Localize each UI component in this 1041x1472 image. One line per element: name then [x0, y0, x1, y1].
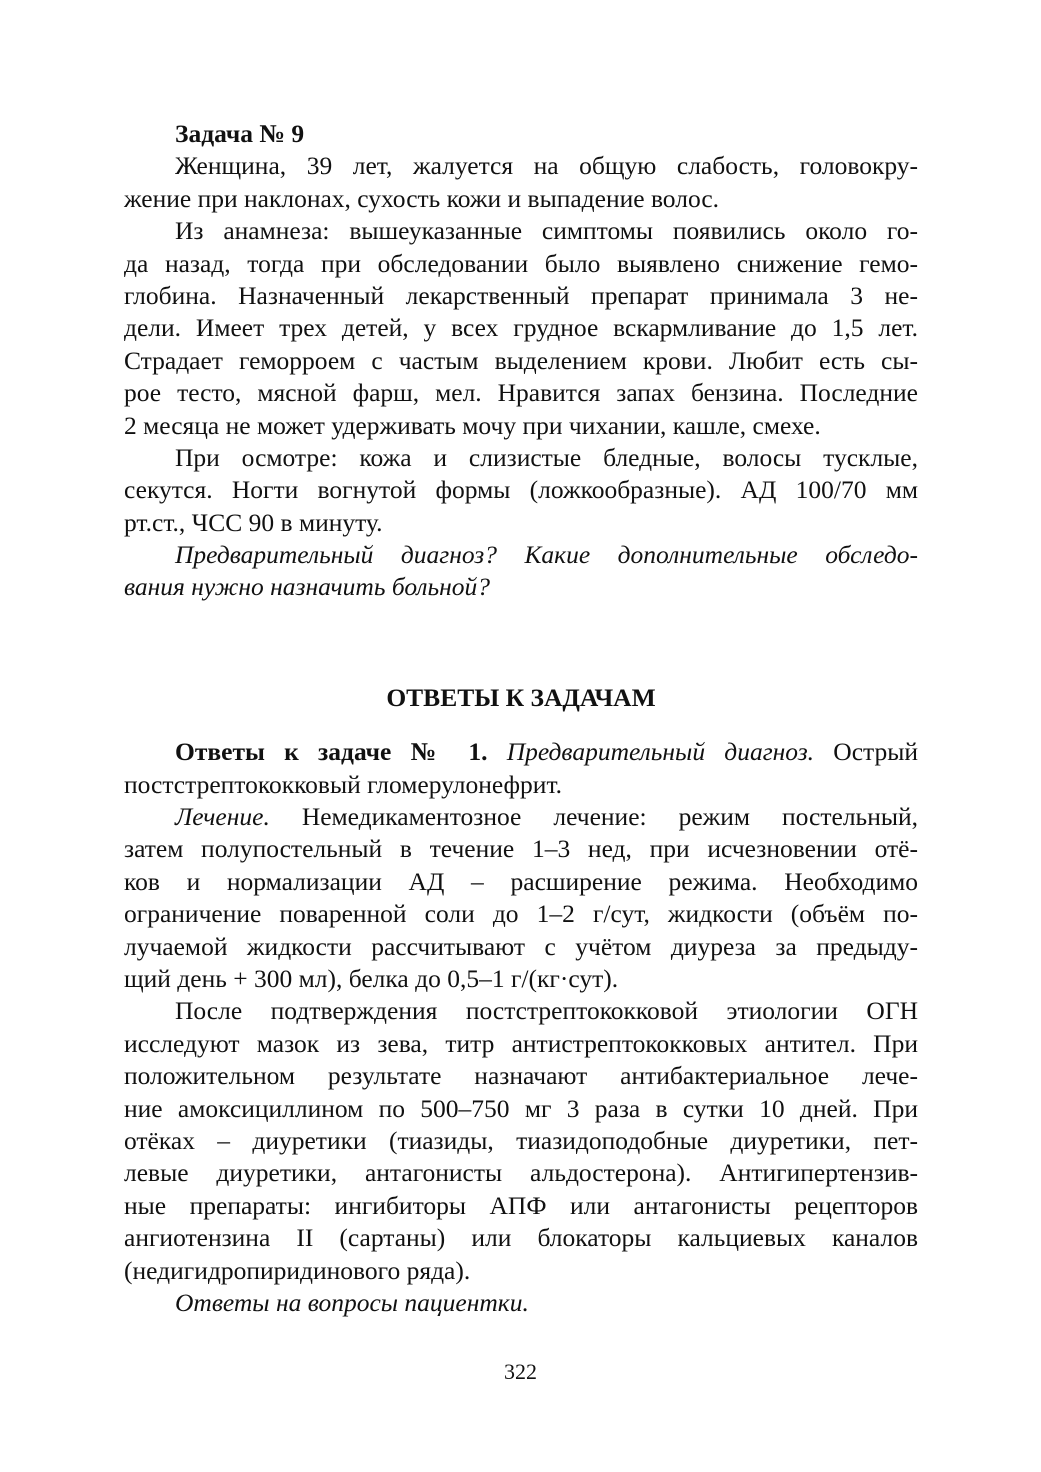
- text-line: затем полупостельный в течение 1–3 нед, при исчезновении отё-: [124, 834, 918, 864]
- text-line: ков и нормализации АД – расширение режима. Необходимо: [124, 866, 918, 896]
- text-line: лучаемой жидкости рассчитывают с учётом диуреза за предыду-: [124, 931, 918, 961]
- text-line: вания нужно назначить больной?: [124, 572, 491, 602]
- page-number: 322: [504, 1359, 537, 1384]
- text-line: да назад, тогда при обследовании было выявлено снижение гемо-: [124, 248, 918, 278]
- text-line: ангиотензина II (сартаны) или блокаторы кальциевых каналов: [124, 1223, 918, 1253]
- text-line: [124, 736, 918, 768]
- text-line: жение при наклонах, сухость кожи и выпадение волос.: [124, 183, 720, 213]
- answer-label: Ответы к задаче № 1.: [175, 737, 488, 767]
- text-line: рт.ст., ЧСС 90 в минуту.: [124, 507, 383, 537]
- text-line: Предварительный диагноз? Какие дополнительные обследо-: [175, 540, 918, 570]
- text-line: глобина. Назначенный лекарственный препарат принимала 3 не-: [124, 280, 918, 310]
- task-title: Задача № 9: [175, 119, 305, 148]
- text-line: постстрептококковый гломерулонефрит.: [124, 769, 563, 799]
- diagnosis-label: Предварительный диагноз.: [506, 737, 815, 767]
- text-line: дели. Имеет трех детей, у всех грудное вскармливание до 1,5 лет.: [124, 313, 918, 343]
- text-line: ние амоксициллином по 500–750 мг 3 раза в сутки 10 дней. При: [124, 1093, 918, 1123]
- text-line: Женщина, 39 лет, жалуется на общую слабость, головокру-: [175, 151, 918, 181]
- task-question-paragraph: [124, 539, 918, 604]
- text-line: [124, 801, 918, 833]
- text-line: щий день + 300 мл), белка до 0,5–1 г/(кг·сут).: [124, 963, 619, 993]
- text-line: отёках – диуретики (тиазиды, тиазидоподобные диуретики, пет-: [124, 1125, 918, 1155]
- answer-1-paragraph: [124, 736, 918, 801]
- patient-questions-heading: Ответы на вопросы пациентки.: [175, 1287, 529, 1317]
- task-anamnesis-paragraph: [124, 215, 918, 442]
- book-page: [124, 118, 918, 1319]
- text-line: секутся. Ногти вогнутой формы (ложкообразные). АД 100/70 мм: [124, 475, 918, 505]
- therapy-paragraph: [124, 995, 918, 1287]
- text-line: Из анамнеза: вышеуказанные симптомы появились около го-: [175, 216, 918, 246]
- text-line: При осмотре: кожа и слизистые бледные, волосы тусклые,: [175, 442, 918, 472]
- text-line: левые диуретики, антагонисты альдостерона). Антигипертензив-: [124, 1158, 918, 1188]
- text-line: После подтверждения постстрептококковой этиологии ОГН: [175, 996, 918, 1026]
- text-line: 2 месяца не может удерживать мочу при чихании, кашле, смехе.: [124, 410, 821, 440]
- text-fragment: Острый: [833, 737, 918, 767]
- text-line: Страдает геморроем с частым выделением крови. Любит есть сы-: [124, 345, 918, 375]
- text-line: ограничение поваренной соли до 1–2 г/сут, жидкости (объём по-: [124, 899, 918, 929]
- treatment-label: Лечение.: [175, 802, 270, 832]
- answers-heading: ОТВЕТЫ К ЗАДАЧАМ: [386, 682, 656, 712]
- text-line: исследуют мазок из зева, титр антистрептококковых антител. При: [124, 1028, 918, 1058]
- text-line: рое тесто, мясной фарш, мел. Нравится запах бензина. Последние: [124, 378, 918, 408]
- text-fragment: Немедикаментозное лечение: режим постельный,: [301, 802, 918, 832]
- text-line: (недигидропиридинового ряда).: [124, 1255, 471, 1285]
- text-line: ные препараты: ингибиторы АПФ или антагонисты рецепторов: [124, 1190, 918, 1220]
- task-complaints-paragraph: [124, 150, 918, 215]
- text-line: положительном результате назначают антибактериальное лече-: [124, 1061, 918, 1091]
- task-examination-paragraph: [124, 442, 918, 539]
- treatment-paragraph: [124, 801, 918, 995]
